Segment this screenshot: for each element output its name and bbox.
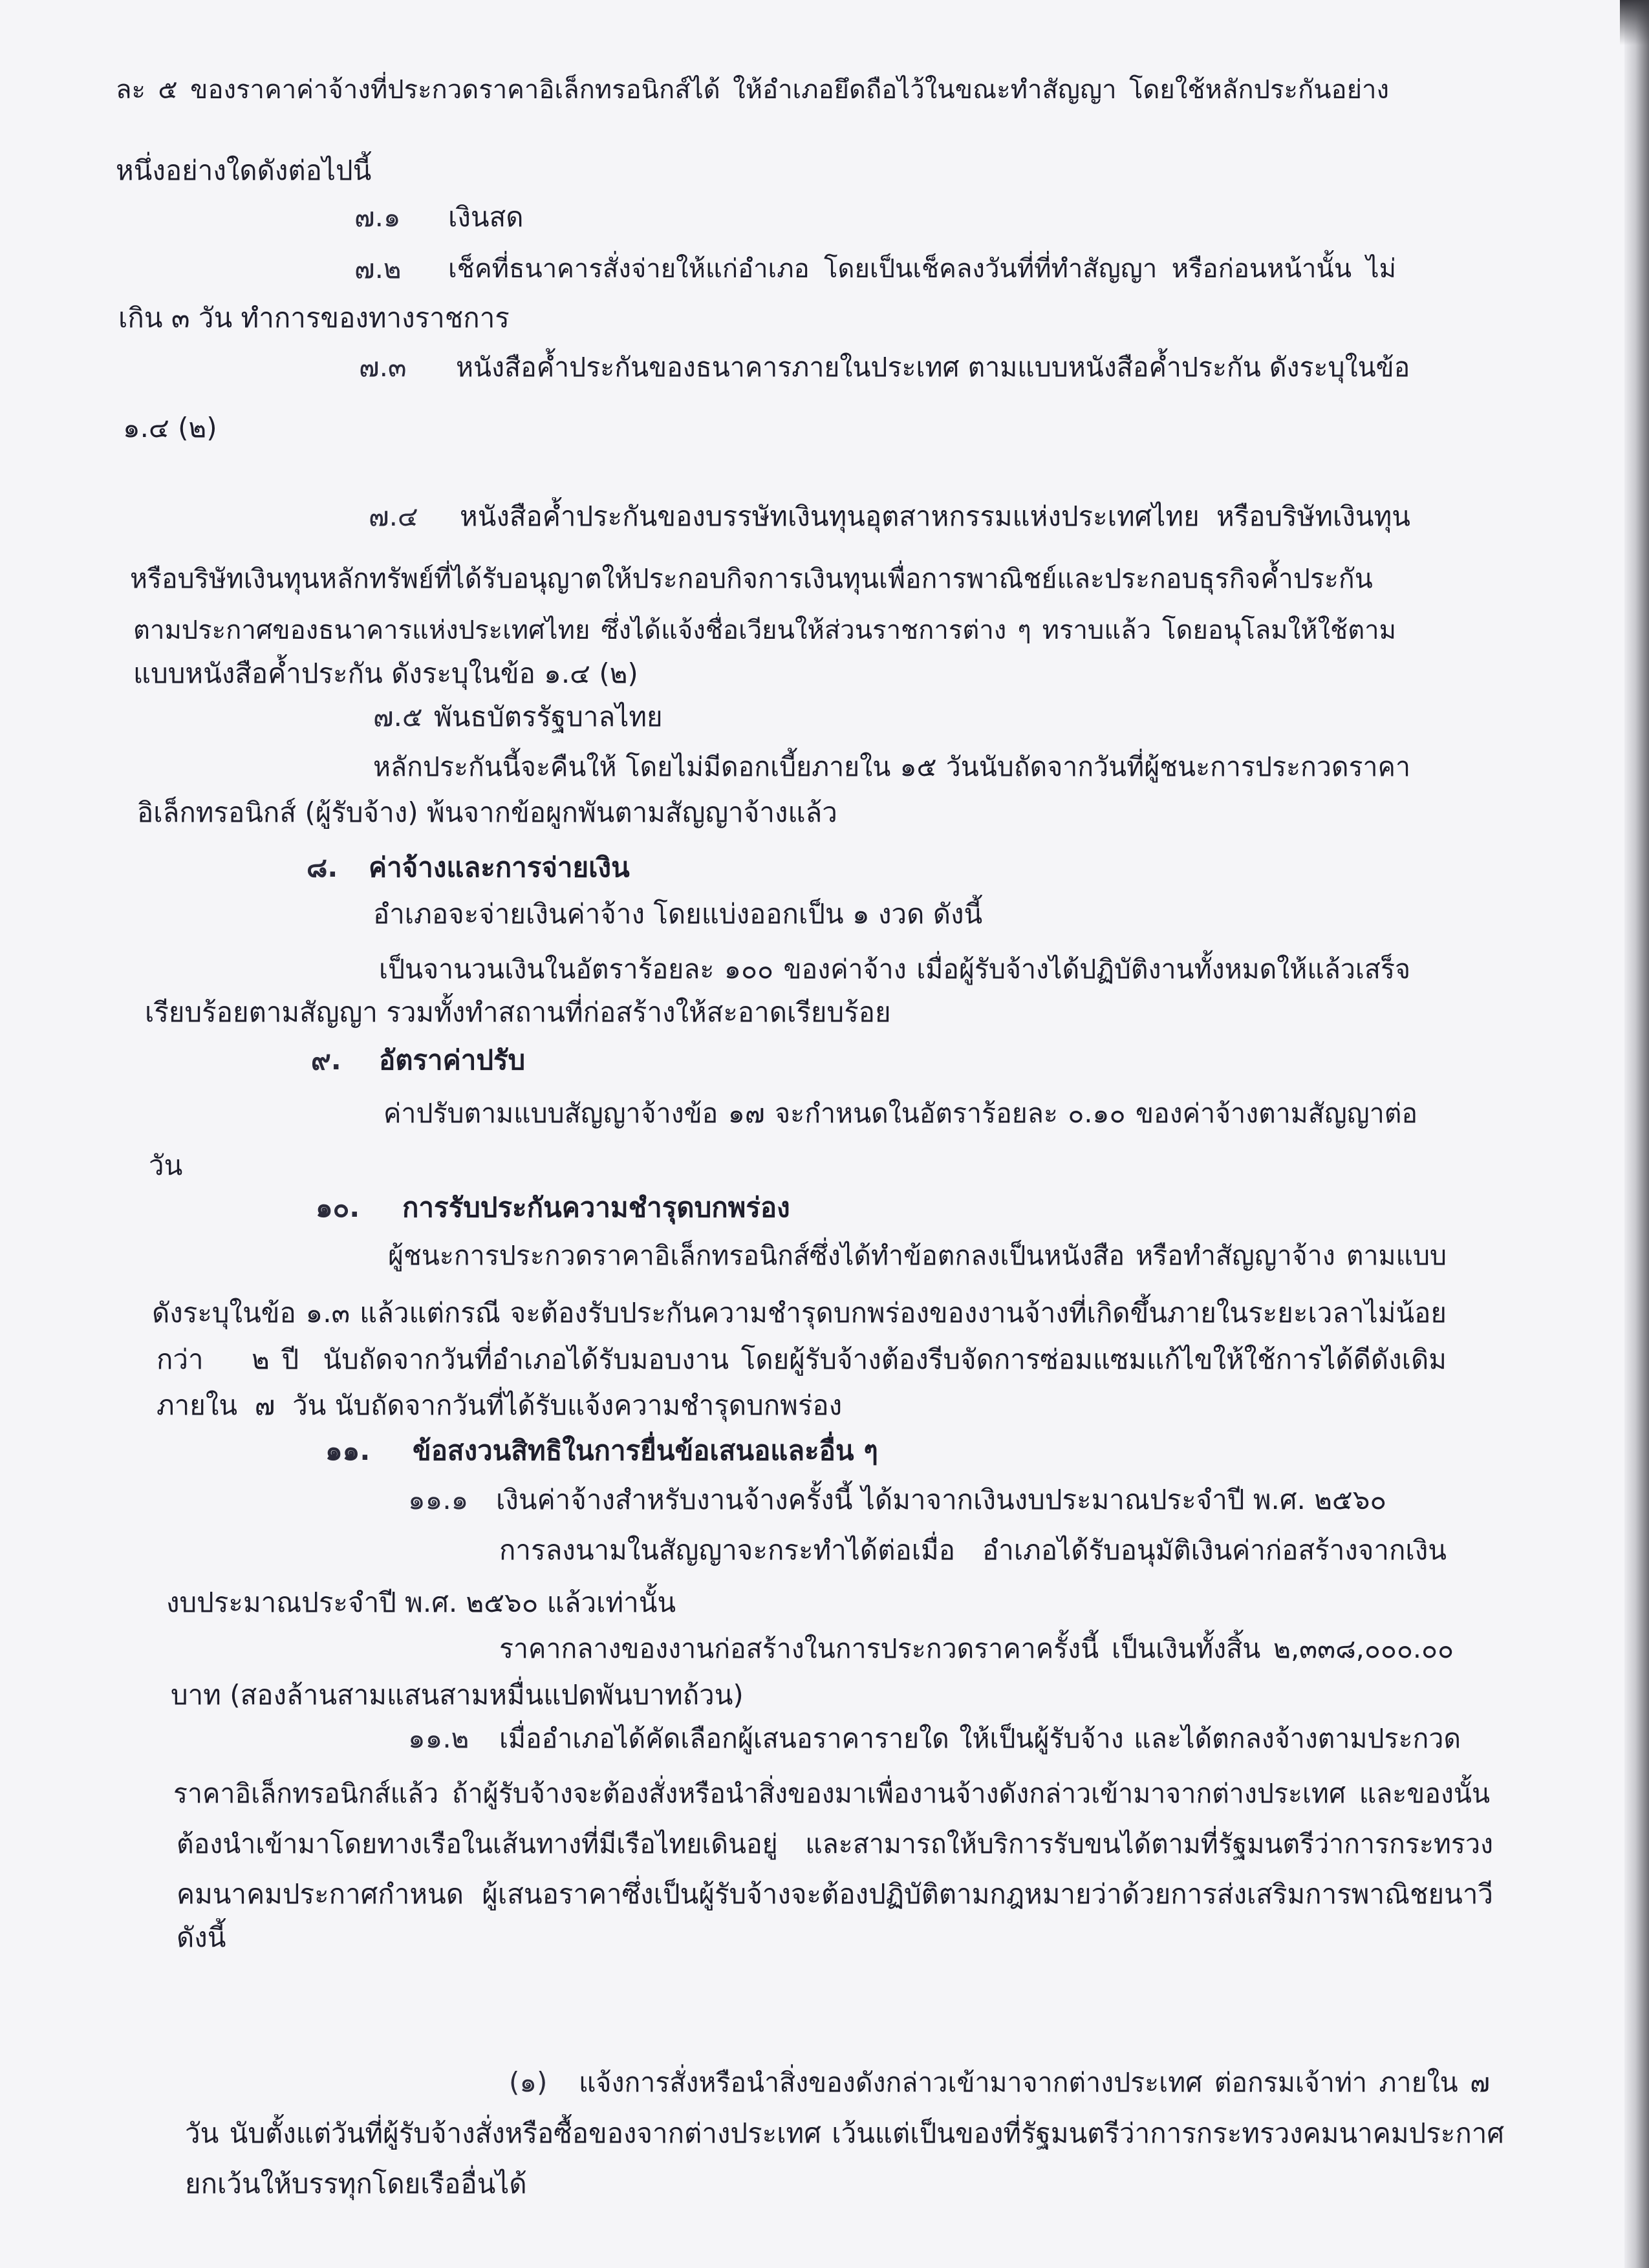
item-11-2-text: ราคาอิเล็กทรอนิกส์แล้ว ถ้าผู้รับจ้างจะต้องสั่งหรือนำสิ่งของมาเพื่องานจ้างดังกล่าวเข้ามาจากต่างประเทศ และของนั้น — [173, 1778, 1490, 1809]
guarantee-return-line: หลักประกันนี้จะคืนให้ โดยไม่มีดอกเบี้ยภายใน ๑๕ วันนับถัดจากวันที่ผู้ชนะการประกวดราคา — [373, 751, 1410, 782]
item-7-4-text: ตามประกาศของธนาคารแห่งประเทศไทย ซึ่งได้แจ้งชื่อเวียนให้ส่วนราชการต่าง ๆ ทราบแล้ว โดยอนุโลมให้ใช้ตาม — [133, 615, 1396, 645]
clause-11-heading: ข้อสงวนสิทธิในการยื่นข้อเสนอและอื่น ๆ — [413, 1435, 878, 1466]
clause-10-number: ๑๐. — [316, 1192, 360, 1223]
subitem-11-2-1-text: ยกเว้นให้บรรทุกโดยเรืออื่นได้ — [185, 2168, 527, 2199]
item-7-2-text: เกิน ๓ วัน ทำการของทางราชการ — [118, 302, 510, 334]
subitem-11-2-1-number: (๑) — [509, 2066, 548, 2098]
item-7-3-number: ๗.๓ — [359, 351, 407, 383]
item-7-4-text: แบบหนังสือค้ำประกัน ดังระบุในข้อ ๑.๔ (๒) — [133, 658, 638, 689]
clause-8-line: เรียบร้อยตามสัญญา รวมทั้งทำสถานที่ก่อสร้างให้สะอาดเรียบร้อย — [145, 996, 891, 1028]
item-7-5-number: ๗.๕ — [373, 701, 423, 733]
item-11-2-text: ต้องนำเข้ามาโดยทางเรือในเส้นทางที่มีเรือไทยเดินอยู่ และสามารถให้บริการรับขนได้ตามที่รัฐมนตรีว่าการกระทรวง — [177, 1828, 1493, 1859]
subitem-11-2-1-text: วัน นับตั้งแต่วันที่ผู้รับจ้างสั่งหรือซื้อของจากต่างประเทศ เว้นแต่เป็นของที่รัฐมนตรีว่าการกระทรวงคมนาคมประกาศ — [185, 2117, 1504, 2149]
item-11-2-number: ๑๑.๒ — [408, 1722, 469, 1754]
clause-9-number: ๙. — [311, 1044, 341, 1076]
item-7-1-text: เงินสด — [448, 201, 524, 233]
item-7-4-text: หรือบริษัทเงินทุนหลักทรัพย์ที่ได้รับอนุญาตให้ประกอบกิจการเงินทุนเพื่อการพาณิชย์และประกอบธุรกิจค้ำประกัน — [130, 563, 1373, 594]
item-7-3-text: หนังสือค้ำประกันของธนาคารภายในประเทศ ตามแบบหนังสือค้ำประกัน ดังระบุในข้อ — [456, 352, 1410, 383]
item-7-2-number: ๗.๒ — [354, 253, 402, 284]
item-11-2-text: เมื่ออำเภอได้คัดเลือกผู้เสนอราคารายใด ให้เป็นผู้รับจ้าง และได้ตกลงจ้างตามประกวด — [499, 1723, 1461, 1754]
item-7-1-number: ๗.๑ — [354, 201, 401, 233]
clause-7-intro-line: ละ ๕ ของราคาค่าจ้างที่ประกวดราคาอิเล็กทรอนิกส์ได้ ให้อำเภอยึดถือไว้ในขณะทำสัญญา โดยใช้หลักประกันอย่าง — [116, 75, 1389, 105]
clause-8-line: อำเภอจะจ่ายเงินค่าจ้าง โดยแบ่งออกเป็น ๑ งวด ดังนี้ — [373, 898, 983, 930]
subitem-11-2-1-text: แจ้งการสั่งหรือนำสิ่งของดังกล่าวเข้ามาจากต่างประเทศ ต่อกรมเจ้าท่า ภายใน ๗ — [579, 2067, 1490, 2098]
clause-10-line: ดังระบุในข้อ ๑.๓ แล้วแต่กรณี จะต้องรับประกันความชำรุดบกพร่องของงานจ้างที่เกิดขึ้นภายในระยะเวลาไม่น้อย — [152, 1297, 1447, 1329]
clause-8-number: ๘. — [307, 851, 338, 883]
item-11-1-text: งบประมาณประจำปี พ.ศ. ๒๕๖๐ แล้วเท่านั้น — [166, 1587, 676, 1618]
clause-9-line: ค่าปรับตามแบบสัญญาจ้างข้อ ๑๗ จะกำหนดในอัตราร้อยละ ๐.๑๐ ของค่าจ้างตามสัญญาต่อ — [383, 1098, 1417, 1129]
scan-edge-shadow — [1624, 0, 1649, 2268]
item-7-4-text: หนังสือค้ำประกันของบรรษัทเงินทุนอุตสาหกรรมแห่งประเทศไทย หรือบริษัทเงินทุน — [460, 500, 1410, 532]
clause-9-line: วัน — [149, 1150, 183, 1181]
item-11-1-text: การลงนามในสัญญาจะกระทำได้ต่อเมื่อ อำเภอได้รับอนุมัติเงินค่าก่อสร้างจากเงิน — [499, 1534, 1447, 1566]
clause-10-line: ภายใน ๗ วัน นับถัดจากวันที่ได้รับแจ้งความชำรุดบกพร่อง — [156, 1389, 843, 1421]
item-7-2-text: เช็คที่ธนาคารสั่งจ่ายให้แก่อำเภอ โดยเป็นเช็คลงวันที่ที่ทำสัญญา หรือก่อนหน้านั้น ไม่ — [448, 254, 1396, 284]
item-11-2-text: คมนาคมประกาศกำหนด ผู้เสนอราคาซึ่งเป็นผู้รับจ้างจะต้องปฏิบัติตามกฎหมายว่าด้วยการส่งเสริมการพาณิชยนาวี — [177, 1878, 1493, 1910]
clause-8-line: เป็นจานวนเงินในอัตราร้อยละ ๑๐๐ ของค่าจ้าง เมื่อผู้รับจ้างได้ปฏิบัติงานทั้งหมดให้แล้วเสร็จ — [379, 954, 1410, 985]
clause-8-heading: ค่าจ้างและการจ่ายเงิน — [369, 851, 630, 883]
item-11-2-text: ดังนี้ — [177, 1921, 226, 1953]
item-11-1-text: บาท (สองล้านสามแสนสามหมื่นแปดพันบาทถ้วน) — [171, 1679, 744, 1711]
item-11-1-text: เงินค่าจ้างสำหรับงานจ้างครั้งนี้ ได้มาจากเงินงบประมาณประจำปี พ.ศ. ๒๕๖๐ — [496, 1484, 1386, 1515]
clause-11-number: ๑๑. — [325, 1435, 371, 1466]
clause-7-intro-line: หนึ่งอย่างใดดังต่อไปนี้ — [116, 155, 372, 186]
item-7-3-text: ๑.๔ (๒) — [123, 412, 217, 444]
clause-9-heading: อัตราค่าปรับ — [379, 1044, 526, 1076]
clause-10-heading: การรับประกันความชำรุดบกพร่อง — [402, 1192, 790, 1223]
guarantee-return-line: อิเล็กทรอนิกส์ (ผู้รับจ้าง) พ้นจากข้อผูกพันตามสัญญาจ้างแล้ว — [137, 797, 837, 828]
clause-10-line: ผู้ชนะการประกวดราคาอิเล็กทรอนิกส์ซึ่งได้ทำข้อตกลงเป็นหนังสือ หรือทำสัญญาจ้าง ตามแบบ — [388, 1240, 1447, 1271]
clause-10-line: กว่า ๒ ปี นับถัดจากวันที่อำเภอได้รับมอบงาน โดยผู้รับจ้างต้องรีบจัดการซ่อมแซมแก้ไขให้ใช้การได้ดีดังเดิม — [156, 1343, 1447, 1375]
item-11-1-number: ๑๑.๑ — [408, 1484, 469, 1515]
item-7-4-number: ๗.๔ — [369, 500, 418, 532]
item-7-5-text: พันธบัตรรัฐบาลไทย — [434, 701, 663, 733]
scan-corner-shadow — [1620, 0, 1649, 45]
item-11-1-text: ราคากลางของงานก่อสร้างในการประกวดราคาครั้งนี้ เป็นเงินทั้งสิ้น ๒,๓๓๘,๐๐๐.๐๐ — [499, 1633, 1454, 1664]
